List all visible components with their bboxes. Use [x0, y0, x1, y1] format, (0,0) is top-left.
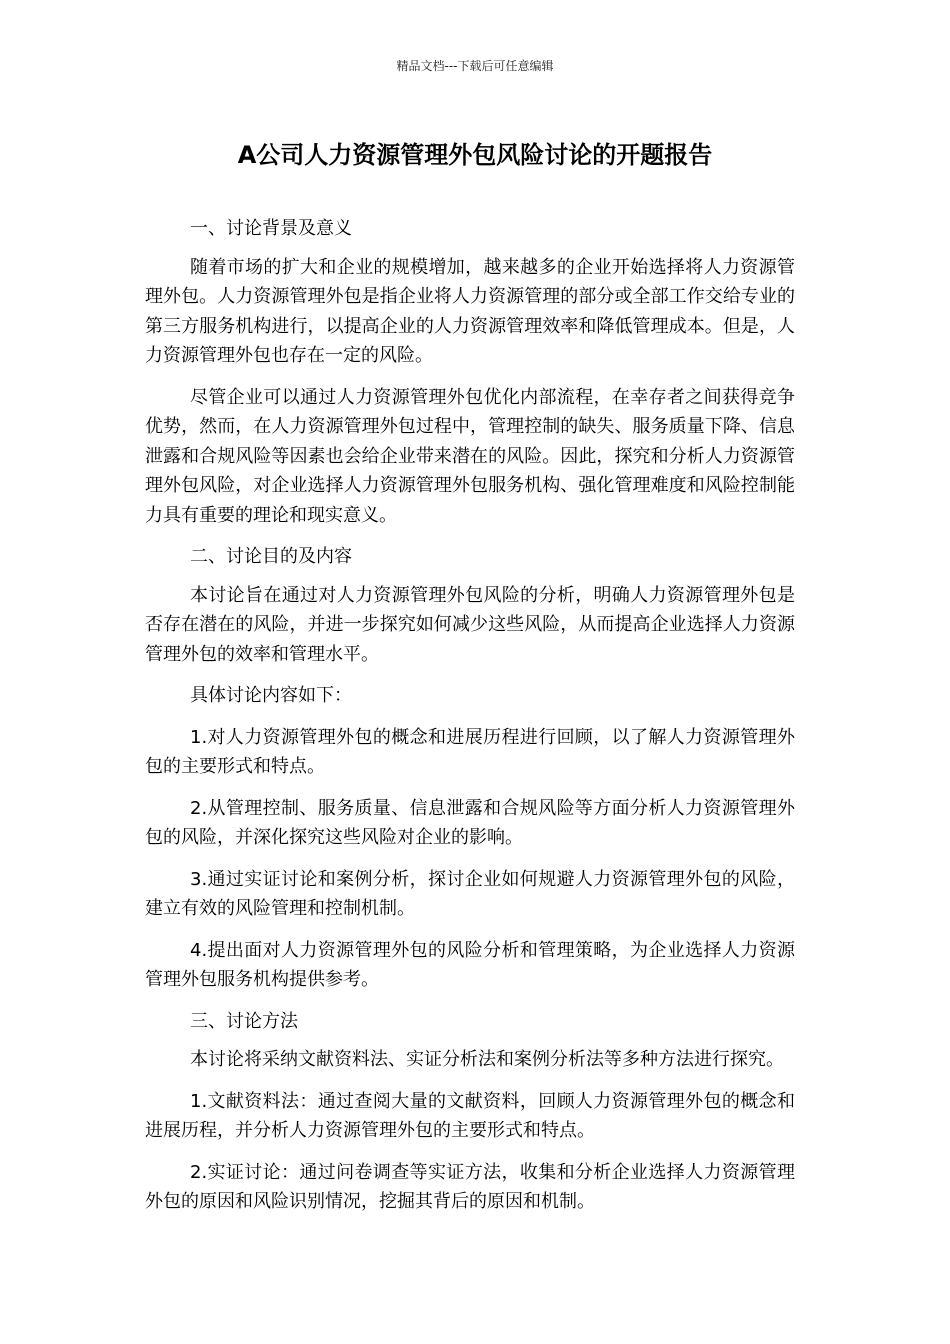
paragraph-method-intro: 本讨论将采纳文献资料法、实证分析法和案例分析法等多种方法进行探究。	[190, 1049, 784, 1070]
paragraph-background-1: 随着市场的扩大和企业的规模增加，越来越多的企业开始选择将人力资源管理外包。人力资源管理外包是指企业将人力资源管理的部分或全部工作交给专业的第三方服务机构进行，以提高企业的人力资源管理效率和降低管理成本。但是，人力资源管理外包也存在一定的风险。	[145, 256, 795, 366]
section-heading-purpose: 二、讨论目的及内容	[190, 546, 352, 567]
section-heading-background: 一、讨论背景及意义	[190, 218, 352, 239]
section-heading-method: 三、讨论方法	[190, 1010, 298, 1032]
document-title: A公司人力资源管理外包风险讨论的开题报告	[237, 141, 713, 169]
list-item-method-2: 2.实证讨论：通过问卷调查等实证方法，收集和分析企业选择人力资源管理外包的原因和风险识别情况，挖掘其背后的原因和机制。	[145, 1161, 795, 1212]
paragraph-purpose: 本讨论旨在通过对人力资源管理外包风险的分析，明确人力资源管理外包是否存在潜在的风险，并进一步探究如何减少这些风险，从而提高企业选择人力资源管理外包的效率和管理水平。	[145, 584, 795, 665]
list-item-content-3: 3.通过实证讨论和案例分析，探讨企业如何规避人力资源管理外包的风险，建立有效的风险管理和控制机制。	[145, 868, 795, 919]
document-body	[145, 214, 795, 1229]
list-item-method-1: 1.文献资料法：通过查阅大量的文献资料，回顾人力资源管理外包的概念和进展历程，并分析人力资源管理外包的主要形式和特点。	[145, 1090, 795, 1141]
document-header-note: 精品文档---下载后可任意编辑	[396, 59, 554, 73]
paragraph-background-2: 尽管企业可以通过人力资源管理外包优化内部流程，在幸存者之间获得竞争优势，然而，在人力资源管理外包过程中，管理控制的缺失、服务质量下降、信息泄露和合规风险等因素也会给企业带来潜在的风险。因此，探究和分析人力资源管理外包风险，对企业选择人力资源管理外包服务机构、强化管理难度和风险控制能力具有重要的理论和现实意义。	[145, 386, 795, 526]
list-item-content-4: 4.提出面对人力资源管理外包的风险分析和管理策略，为企业选择人力资源管理外包服务机构提供参考。	[145, 939, 795, 990]
list-item-content-2: 2.从管理控制、服务质量、信息泄露和合规风险等方面分析人力资源管理外包的风险，并深化探究这些风险对企业的影响。	[145, 797, 795, 848]
list-item-content-1: 1.对人力资源管理外包的概念和进展历程进行回顾，以了解人力资源管理外包的主要形式和特点。	[145, 726, 795, 777]
paragraph-content-intro: 具体讨论内容如下：	[190, 685, 352, 706]
